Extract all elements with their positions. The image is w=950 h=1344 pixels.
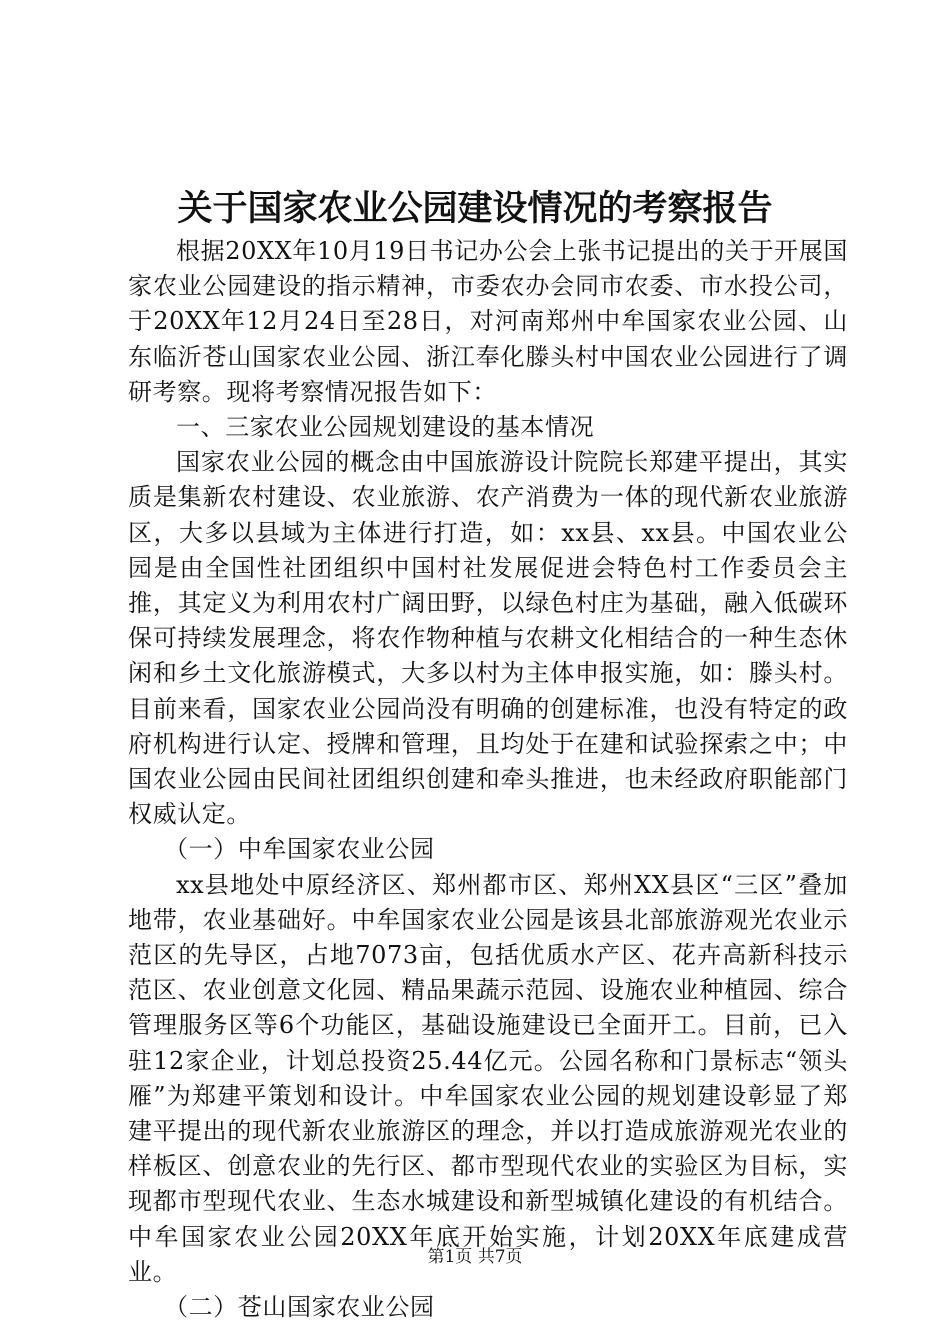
document-title: 关于国家农业公园建设情况的考察报告 bbox=[177, 188, 773, 229]
section-heading-1: 一、三家农业公园规划建设的基本情况 bbox=[176, 413, 595, 442]
subsection-heading-cangshan: （二）苍山国家农业公园 bbox=[164, 1293, 435, 1322]
paragraph-intro: 根据20XX年10月19日书记办公会上张书记提出的关于开展国家农业公园建设的指示精神，市委农办会同市农委、市水投公司，于20XX年12月24日至28日，对河南郑州中牟国家农业公园、山东临沂苍山国家农业公园、浙江奉化滕头村中国农业公园进行了调研考察。现将考察情况报告如下： bbox=[128, 237, 848, 406]
subsection-heading-zhongmou: （一）中牟国家农业公园 bbox=[164, 835, 435, 864]
paragraph-zhongmou: xx县地处中原经济区、郑州都市区、郑州XX县区“三区”叠加地带，农业基础好。中牟国家农业公园是该县北部旅游观光农业示范区的先导区，占地7073亩，包括优质水产区、花卉高新科技示范区、农业创意文化园、精品果蔬示范园、设施农业种植园、综合管理服务区等6个功能区，基础设施建设已全面开工。目前，已入驻12家企业，计划总投资25.44亿元。公园名称和门景标志“领头雁”为郑建平策划和设计。中牟国家农业公园的规划建设彰显了郑建平提出的现代新农业旅游区的理念，并以打造成旅游观光农业的样板区、创意农业的先行区、都市型现代农业的实验区为目标，实现都市型现代农业、生态水城建设和新型城镇化建设的有机结合。中牟国家农业公园20XX年底开始实施，计划20XX年底建成营业。 bbox=[128, 870, 848, 1286]
page-footer: 第1页 共7页 bbox=[427, 1247, 523, 1267]
document-body bbox=[128, 234, 848, 1325]
paragraph-concept: 国家农业公园的概念由中国旅游设计院院长郑建平提出，其实质是集新农村建设、农业旅游、农产消费为一体的现代新农业旅游区，大多以县域为主体进行打造，如：xx县、xx县。中国农业公园是由全国性社团组织中国村社发展促进会特色村工作委员会主推，其定义为利用农村广阔田野，以绿色村庄为基础，融入低碳环保可持续发展理念，将农作物种植与农耕文化相结合的一种生态休闲和乡土文化旅游模式，大多以村为主体申报实施，如：滕头村。目前来看，国家农业公园尚没有明确的创建标准，也没有特定的政府机构进行认定、授牌和管理，且均处于在建和试验探索之中；中国农业公园由民间社团组织创建和牵头推进，也未经政府职能部门权威认定。 bbox=[128, 448, 848, 829]
